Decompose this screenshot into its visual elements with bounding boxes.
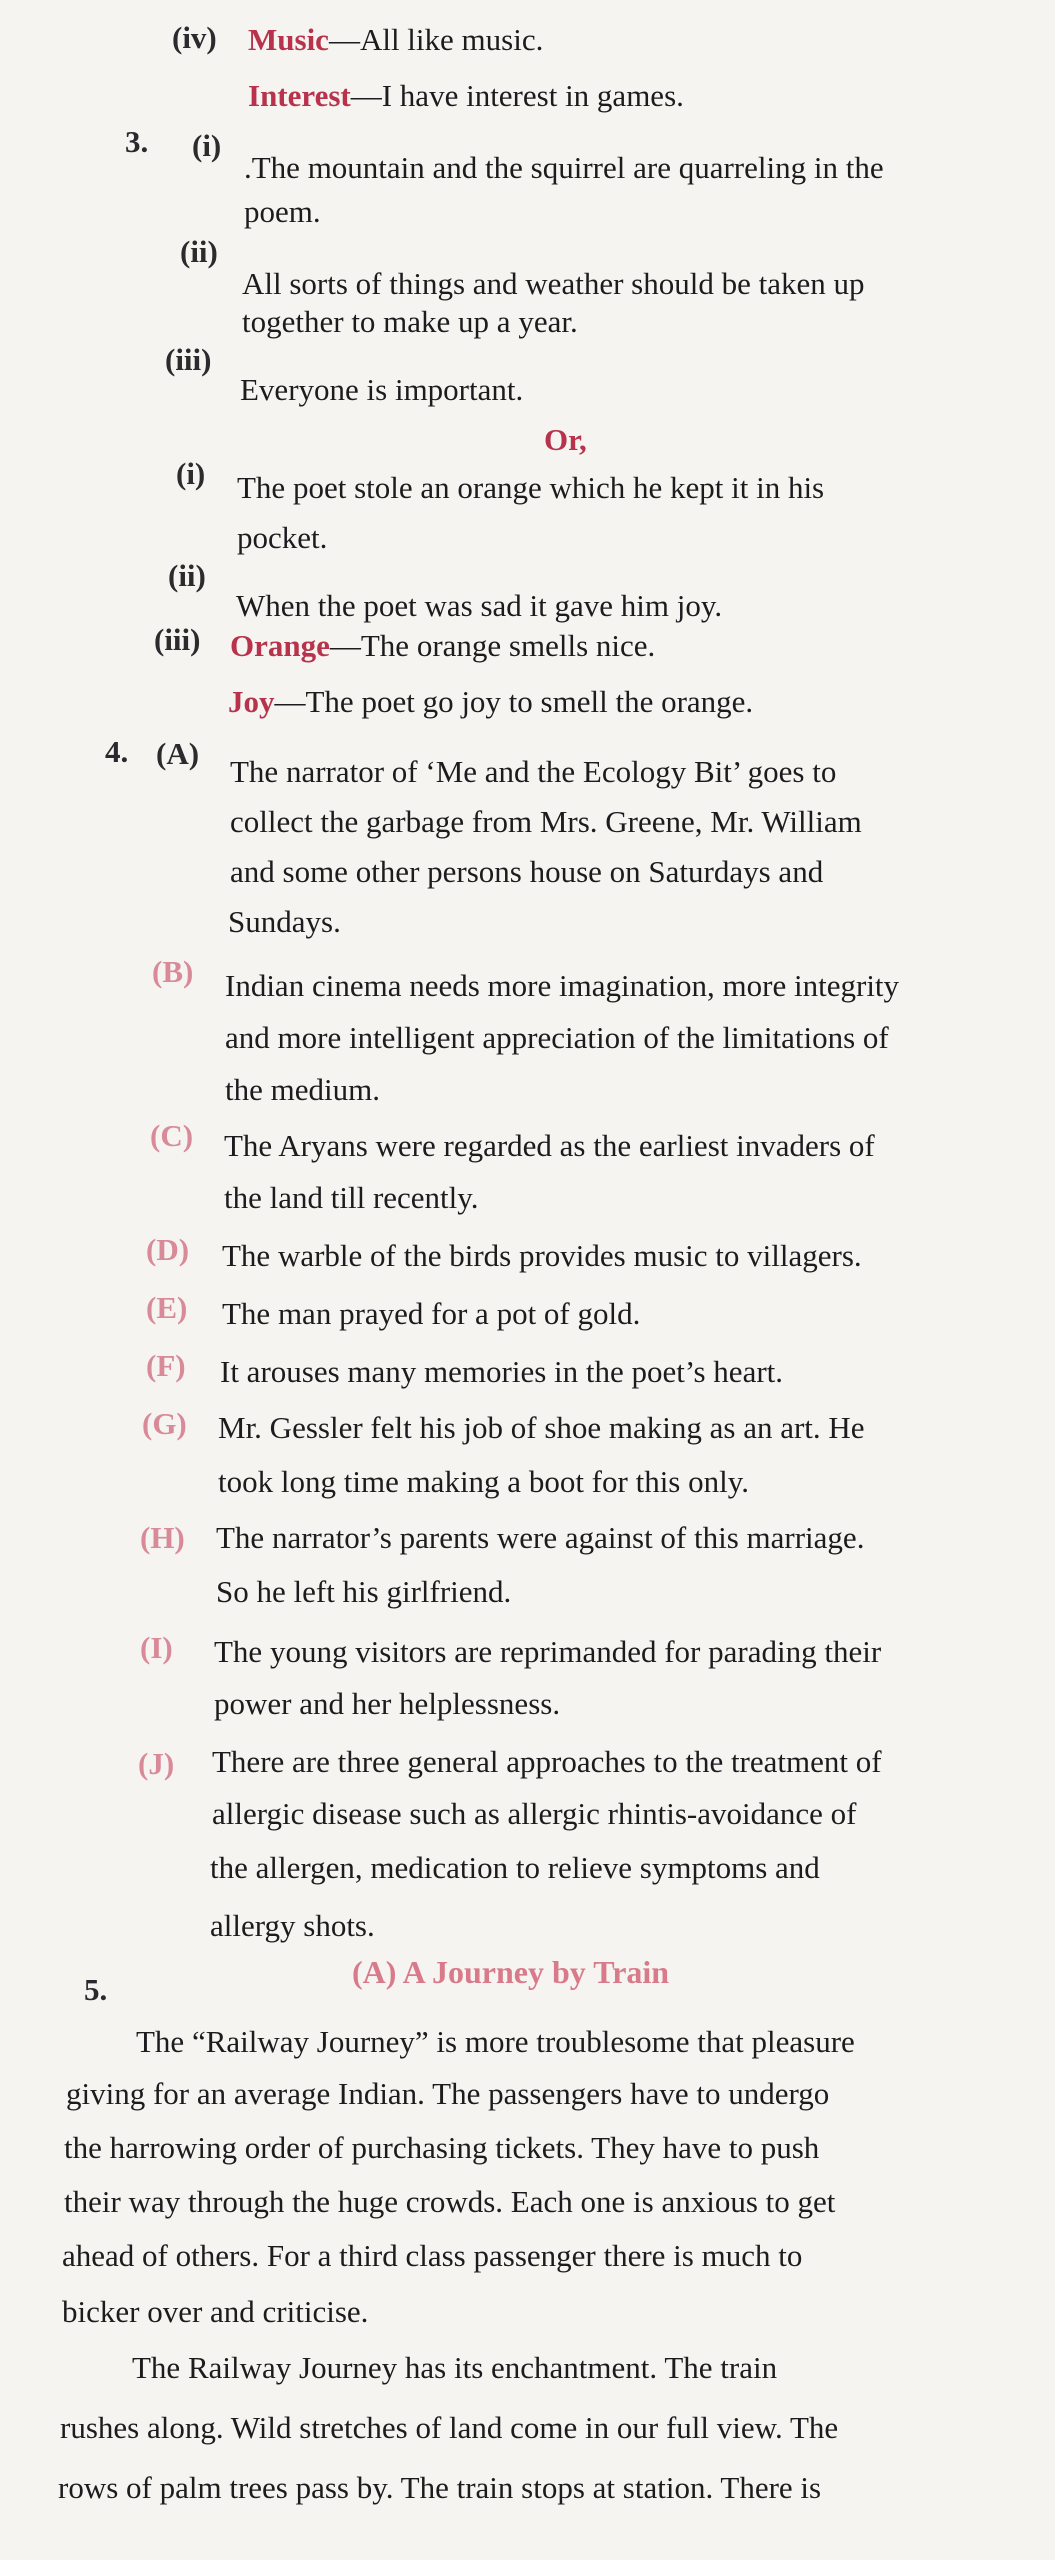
answer-line: .The mountain and the squirrel are quarreling in the	[244, 150, 884, 185]
answer-line: and more intelligent appreciation of the limitations of	[225, 1020, 889, 1055]
paragraph-line: The Railway Journey has its enchantment. The train	[132, 2350, 778, 2385]
item-label: (G)	[142, 1406, 187, 1441]
paragraph-line: rows of palm trees pass by. The train stops at station. There is	[58, 2470, 822, 2505]
answer-line: the land till recently.	[224, 1180, 479, 1215]
question-number: 3.	[125, 124, 149, 159]
answer-line: There are three general approaches to the treatment of	[212, 1744, 882, 1779]
answer-line: collect the garbage from Mrs. Greene, Mr. William	[230, 804, 862, 839]
answer-line: pocket.	[237, 520, 328, 555]
music-text: —All like music.	[328, 22, 544, 57]
joy-term: Joy	[228, 684, 275, 719]
question-number: 5.	[84, 1972, 108, 2007]
paragraph-line: the harrowing order of purchasing tickets. They have to push	[64, 2130, 820, 2165]
paragraph-line: their way through the huge crowds. Each one is anxious to get	[64, 2184, 836, 2219]
answer-line: The narrator’s parents were against of this marriage.	[216, 1520, 865, 1555]
paragraph-line: giving for an average Indian. The passengers have to undergo	[66, 2076, 830, 2111]
essay-heading: (A) A Journey by Train	[352, 1954, 670, 1990]
answer-line: So he left his girlfriend.	[216, 1574, 512, 1609]
item-label: (B)	[152, 954, 194, 989]
item-label: (F)	[146, 1348, 186, 1383]
answer-line: The narrator of ‘Me and the Ecology Bit’ goes to	[230, 754, 837, 789]
item-label: (C)	[150, 1118, 194, 1153]
answer-line: took long time making a boot for this only.	[218, 1464, 749, 1499]
answer-line: The man prayed for a pot of gold.	[222, 1296, 641, 1331]
item-label: (H)	[140, 1520, 185, 1555]
answer-line: It arouses many memories in the poet’s heart.	[220, 1354, 784, 1389]
answer-line: poem.	[244, 194, 321, 229]
answer-line: The Aryans were regarded as the earliest invaders of	[224, 1128, 875, 1163]
paragraph-line: bicker over and criticise.	[62, 2294, 369, 2329]
joy-text: —The poet go joy to smell the orange.	[274, 684, 754, 719]
item-label: (i)	[176, 456, 206, 491]
music-answer	[248, 24, 543, 55]
answer-line: The warble of the birds provides music to villagers.	[222, 1238, 862, 1273]
question-number: 4.	[105, 734, 129, 769]
answer-line: the medium.	[225, 1072, 380, 1107]
answer-line: Sundays.	[228, 904, 341, 939]
answer-line: All sorts of things and weather should be taken up	[242, 266, 865, 301]
item-label: (ii)	[180, 234, 218, 269]
item-label: (iii)	[154, 622, 201, 657]
interest-text: —I have interest in games.	[350, 78, 684, 113]
answer-line: power and her helplessness.	[214, 1686, 561, 1721]
answer-line: allergy shots.	[210, 1908, 375, 1943]
paragraph-line: ahead of others. For a third class passenger there is much to	[62, 2238, 803, 2273]
paragraph-line: rushes along. Wild stretches of land come in our full view. The	[60, 2410, 839, 2445]
item-label: (J)	[138, 1746, 175, 1781]
answer-line: allergic disease such as allergic rhintis-avoidance of	[212, 1796, 857, 1831]
answer-line: the allergen, medication to relieve symptoms and	[210, 1850, 820, 1885]
item-label: (ii)	[168, 558, 206, 593]
music-term: Music	[248, 22, 329, 57]
item-label: (A)	[156, 736, 200, 771]
orange-text: —The orange smells nice.	[329, 628, 656, 663]
orange-term: Orange	[230, 628, 330, 663]
answer-line: The poet stole an orange which he kept it in his	[237, 470, 825, 505]
answer-line: and some other persons house on Saturdays and	[230, 854, 824, 889]
answer-line: When the poet was sad it gave him joy.	[236, 588, 723, 623]
item-label: (iv)	[172, 20, 217, 55]
answer-line: Everyone is important.	[240, 372, 524, 407]
interest-answer	[248, 80, 684, 111]
paragraph-line: The “Railway Journey” is more troublesome that pleasure	[136, 2024, 855, 2059]
interest-term: Interest	[248, 78, 351, 113]
answer-line: The young visitors are reprimanded for parading their	[214, 1634, 882, 1669]
item-label: (D)	[146, 1232, 190, 1267]
answer-line: together to make up a year.	[242, 304, 578, 339]
answer-line: Indian cinema needs more imagination, more integrity	[225, 968, 900, 1003]
joy-answer	[228, 686, 753, 717]
item-label: (I)	[140, 1630, 173, 1665]
item-label: (i)	[192, 128, 222, 163]
item-label: (iii)	[165, 342, 212, 377]
or-label: Or,	[544, 422, 587, 457]
answer-line: Mr. Gessler felt his job of shoe making as an art. He	[218, 1410, 865, 1445]
orange-answer	[230, 630, 655, 661]
item-label: (E)	[146, 1290, 188, 1325]
